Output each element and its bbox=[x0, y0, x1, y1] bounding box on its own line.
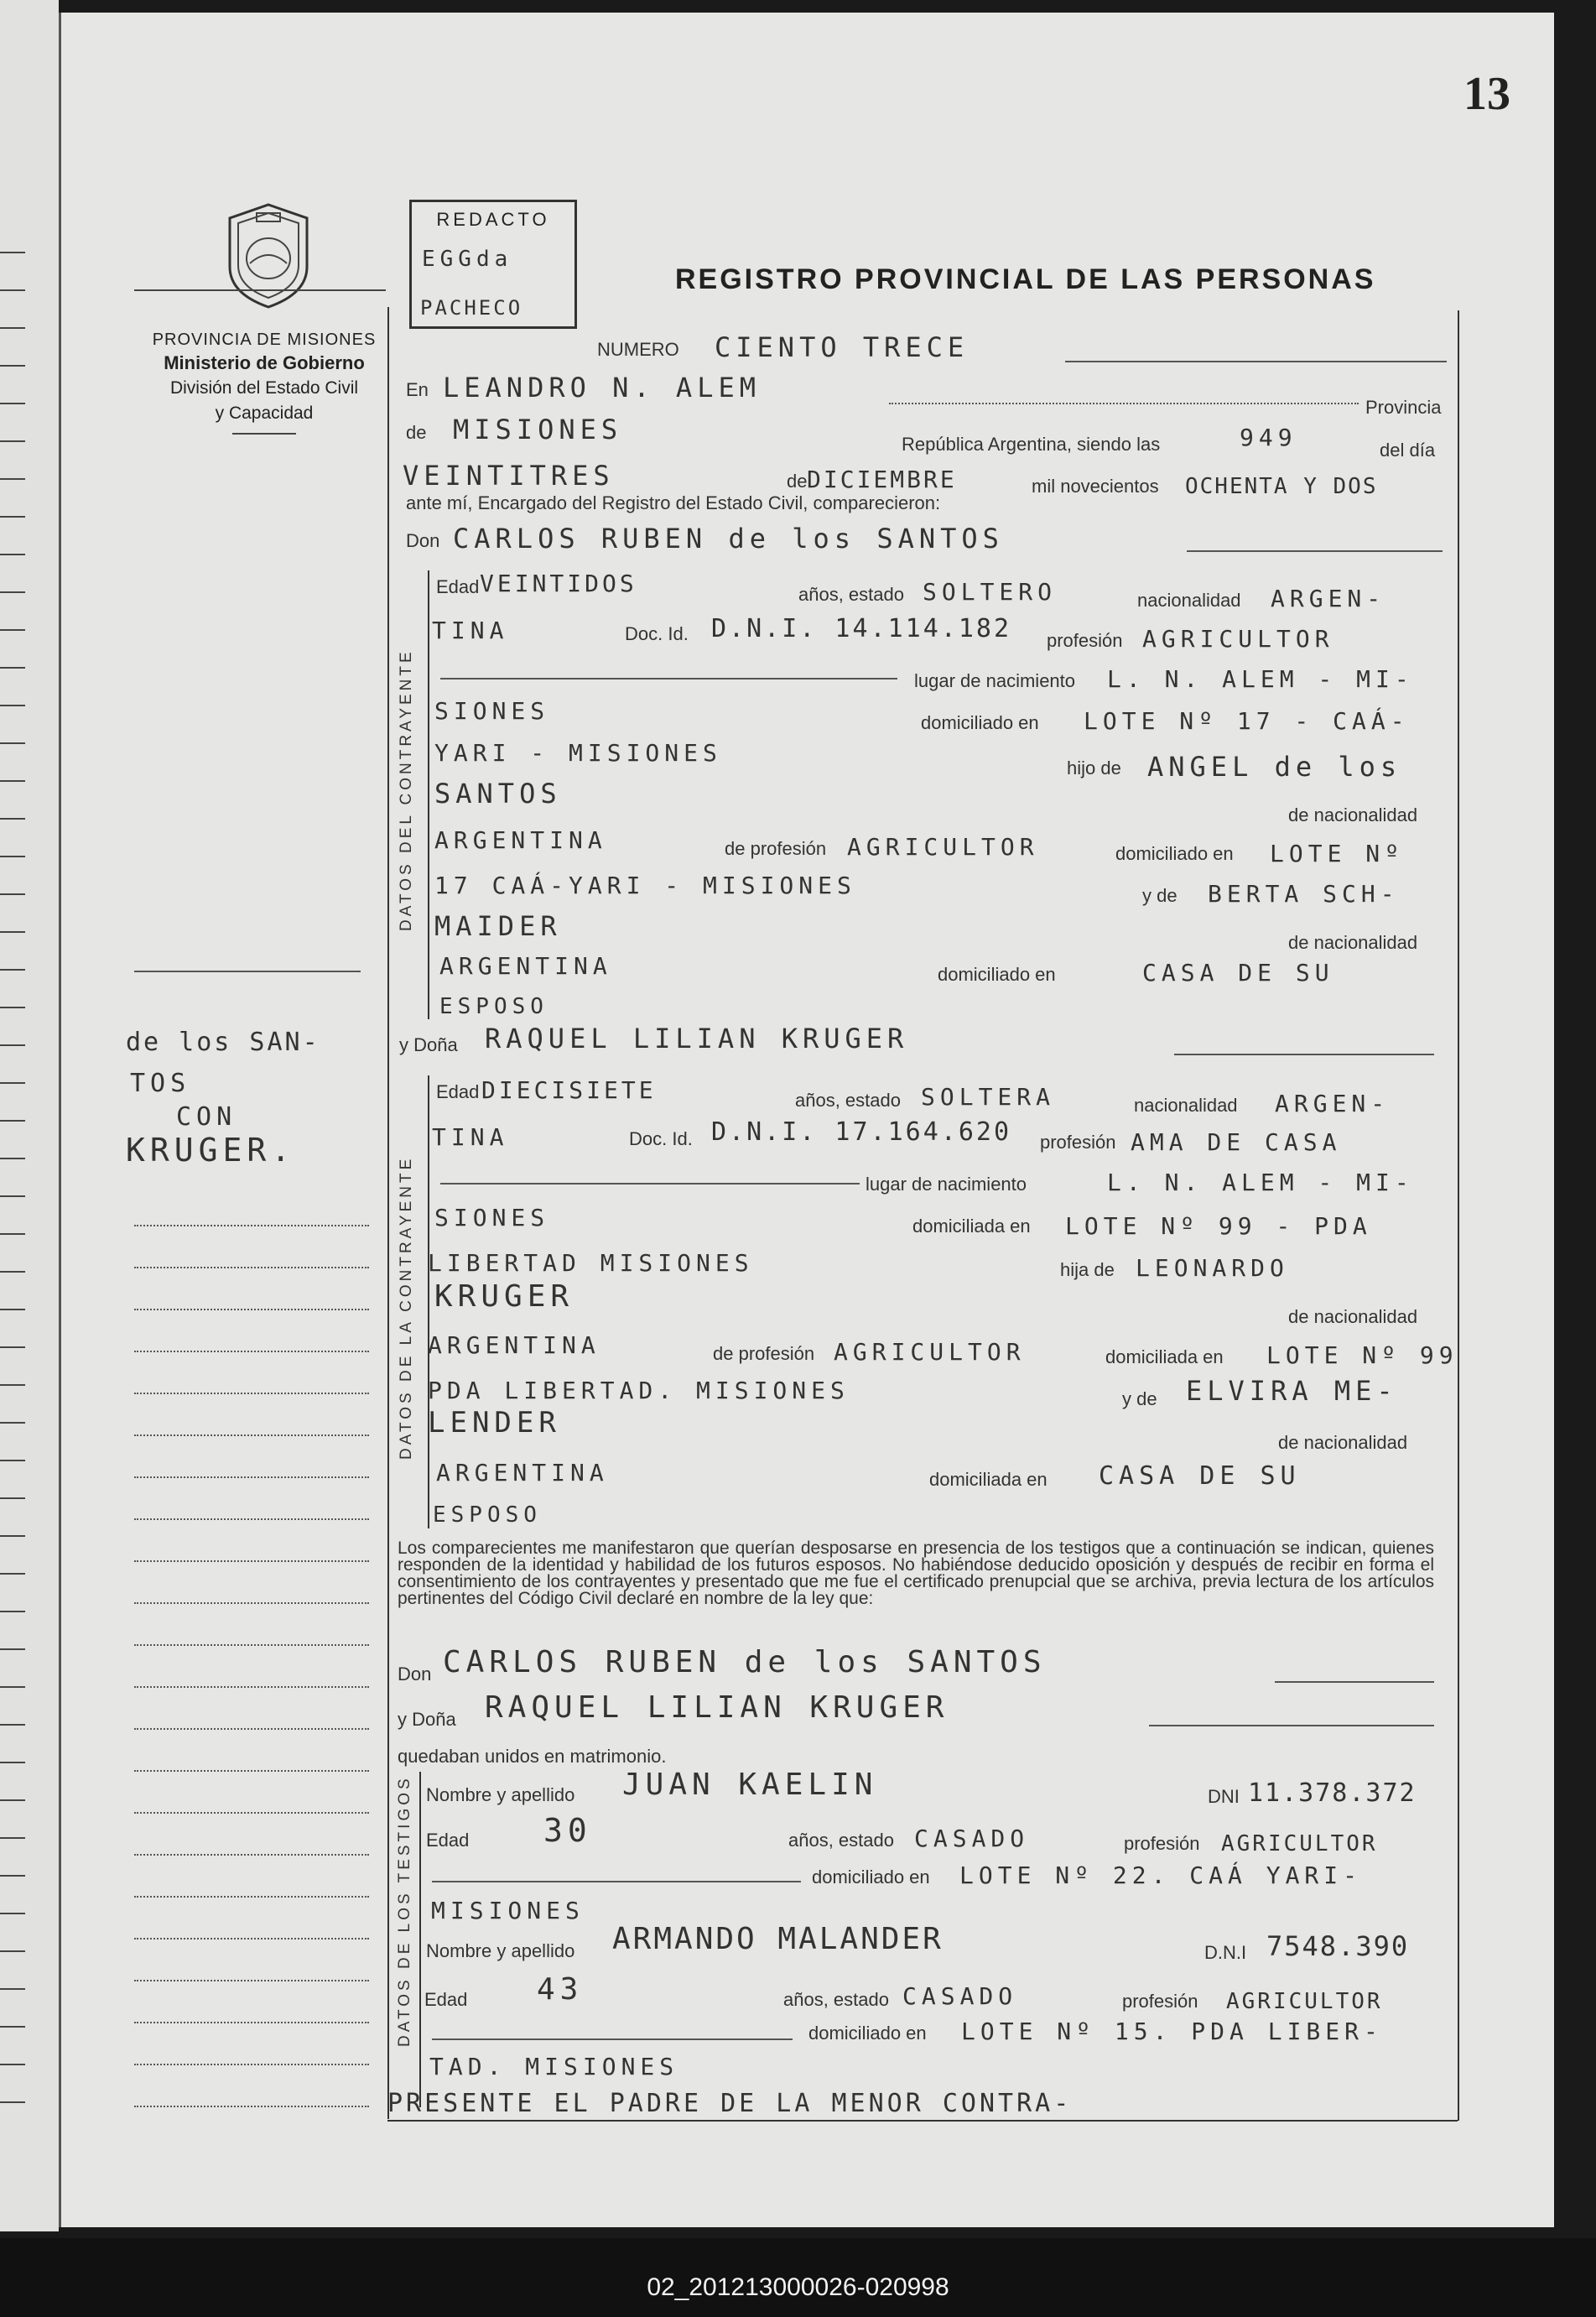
stamp-label: REDACTO bbox=[436, 209, 550, 230]
c2-padre-dom-label: domiciliada en bbox=[1105, 1346, 1224, 1367]
c2-y-de-label: y de bbox=[1122, 1388, 1157, 1409]
c2-hija-label: hija de bbox=[1060, 1259, 1115, 1280]
numero-line bbox=[1065, 361, 1447, 362]
c1-hijo-label: hijo de bbox=[1067, 758, 1121, 778]
decl-don-label: Don bbox=[398, 1664, 432, 1684]
c1-padre-dom-2: 17 CAÁ-YARI - MISIONES bbox=[434, 872, 856, 899]
c1-lugar-line bbox=[440, 678, 897, 679]
c2-madre-nac-label: de nacionalidad bbox=[1278, 1432, 1408, 1453]
t1-edad: 30 bbox=[543, 1812, 592, 1849]
ante-text: ante mí, Encargado del Registro del Estado Civil, comparecieron: bbox=[406, 492, 941, 513]
c2-madre-2: LENDER bbox=[428, 1406, 561, 1440]
de-mes-label: de bbox=[787, 471, 808, 492]
c1-estado: SOLTERO bbox=[923, 578, 1058, 606]
c1-name: CARLOS RUBEN de los SANTOS bbox=[453, 523, 1004, 555]
t1-edad-label: Edad bbox=[426, 1830, 470, 1851]
c1-profesion: AGRICULTOR bbox=[1142, 625, 1334, 653]
c1-dom-2: YARI - MISIONES bbox=[434, 739, 722, 767]
t1-dom-line bbox=[432, 1881, 801, 1882]
stamp-line-2: PACHECO bbox=[420, 296, 523, 320]
c1-edad-label: Edad bbox=[436, 576, 480, 597]
t1-prof-label: profesión bbox=[1124, 1833, 1200, 1854]
c2-name-line bbox=[1174, 1054, 1434, 1055]
left-column-divider bbox=[387, 307, 389, 2119]
hora-value: 949 bbox=[1240, 424, 1297, 451]
c2-padre-nac: ARGENTINA bbox=[428, 1331, 600, 1359]
c2-nacionalidad-1: ARGEN- bbox=[1275, 1090, 1391, 1117]
c2-edad: DIECISIETE bbox=[481, 1076, 657, 1104]
margin-note-line-1: de los SAN- bbox=[126, 1028, 320, 1057]
c1-padre-nac: ARGENTINA bbox=[434, 826, 607, 854]
page-number: 13 bbox=[1463, 68, 1510, 120]
c1-prof-label: profesión bbox=[1047, 630, 1123, 651]
c1-doc: D.N.I. 14.114.182 bbox=[711, 614, 1012, 643]
c2-madre-dom-2: ESPOSO bbox=[433, 1502, 542, 1528]
ministry-name: Ministerio de Gobierno bbox=[164, 352, 365, 373]
c1-madre-dom-label: domiciliado en bbox=[938, 964, 1056, 985]
c1-lugar-2: SIONES bbox=[434, 697, 550, 725]
margin-note-line-2: TOS bbox=[130, 1069, 191, 1098]
c1-lugar-1: L. N. ALEM - MI- bbox=[1107, 665, 1414, 693]
don-label: Don bbox=[406, 530, 440, 551]
t1-estado: CASADO bbox=[914, 1825, 1030, 1852]
t2-dom-1: LOTE Nº 15. PDA LIBER- bbox=[961, 2018, 1383, 2045]
right-frame-line bbox=[1458, 310, 1459, 2121]
c1-nacionalidad-2: TINA bbox=[432, 617, 509, 644]
c2-padre-dom-2: PDA LIBERTAD. MISIONES bbox=[428, 1377, 850, 1404]
t2-dni-label: D.N.I bbox=[1204, 1942, 1247, 1963]
c2-doc-label: Doc. Id. bbox=[629, 1128, 693, 1149]
t2-dni: 7548.390 bbox=[1266, 1930, 1410, 1962]
c1-padre-2: SANTOS bbox=[434, 778, 562, 810]
c2-de-prof-label: de profesión bbox=[713, 1343, 815, 1364]
t1-estado-label: años, estado bbox=[788, 1830, 894, 1851]
de-value: MISIONES bbox=[453, 414, 623, 445]
office-divider bbox=[232, 433, 296, 435]
t2-prof-label: profesión bbox=[1122, 1991, 1198, 2012]
c1-name-line bbox=[1187, 550, 1443, 552]
c1-edad: VEINTIDOS bbox=[480, 570, 637, 597]
c2-nacionalidad-2: TINA bbox=[432, 1123, 509, 1151]
t2-dom-2: TAD. MISIONES bbox=[429, 2053, 679, 2080]
en-dots bbox=[889, 403, 1359, 404]
t2-edad-label: Edad bbox=[424, 1989, 468, 2010]
margin-note bbox=[126, 1019, 377, 1169]
c1-padre-1: ANGEL de los bbox=[1147, 751, 1402, 783]
c2-edad-label: Edad bbox=[436, 1081, 480, 1102]
frame-top-left bbox=[134, 289, 386, 291]
margin-line-0 bbox=[134, 971, 361, 972]
c1-padre-dom-1: LOTE Nº bbox=[1270, 840, 1405, 867]
image-code: 02_201213000026-020998 bbox=[647, 2273, 949, 2301]
division-name: División del Estado Civil bbox=[169, 378, 359, 398]
decl-dona-label: y Doña bbox=[398, 1709, 456, 1730]
c2-dom-1: LOTE Nº 99 - PDA bbox=[1065, 1212, 1372, 1240]
c2-madre-dom-1: CASA DE SU bbox=[1099, 1461, 1301, 1491]
province-name: PROVINCIA DE MISIONES bbox=[152, 331, 377, 349]
c1-madre-dom-2: ESPOSO bbox=[439, 994, 548, 1019]
t1-profesion: AGRICULTOR bbox=[1221, 1831, 1378, 1856]
redacto-stamp bbox=[409, 200, 577, 329]
c1-madre-nac: ARGENTINA bbox=[439, 952, 612, 980]
margin-note-line-4: KRUGER. bbox=[126, 1132, 296, 1169]
declaration-text: Los comparecientes me manifestaron que querían desposarse en presencia de los testigos que a continuación se indican, quienes responden de la identidad y habilidad de los futuros esposos. No habiéndose deducido oposición y después de recibir en forma el consentimiento de los contrayentes y presentado que me fue el certificado prenupcial que se archiva, previa lectura de los artículos pertinentes del Código Civil declaré en nombre de la ley que: bbox=[398, 1539, 1434, 1608]
frame-bottom bbox=[387, 2120, 1458, 2122]
c2-lugar-line bbox=[440, 1183, 860, 1185]
de-label: de bbox=[406, 422, 427, 443]
c2-padre-1: LEONARDO bbox=[1136, 1254, 1289, 1282]
en-label: En bbox=[406, 379, 429, 400]
t1-dom-2: MISIONES bbox=[431, 1897, 585, 1924]
t1-dom-1: LOTE Nº 22. CAÁ YARI- bbox=[959, 1861, 1363, 1889]
c2-dom-2: LIBERTAD MISIONES bbox=[428, 1249, 754, 1277]
c2-padre-dom-1: LOTE Nº 99 bbox=[1266, 1341, 1458, 1369]
c1-lugar-label: lugar de nacimiento bbox=[914, 670, 1076, 691]
en-value: LEANDRO N. ALEM bbox=[443, 372, 761, 404]
t2-edad: 43 bbox=[537, 1972, 584, 2007]
c1-madre-dom-1: CASA DE SU bbox=[1142, 959, 1334, 987]
decl-don-name: CARLOS RUBEN de los SANTOS bbox=[443, 1645, 1047, 1679]
division-capacity: y Capacidad bbox=[215, 404, 314, 423]
c2-dom-label: domiciliada en bbox=[912, 1216, 1031, 1237]
stamp-line-1: EGGda bbox=[422, 247, 513, 272]
c2-de-nac-label: de nacionalidad bbox=[1288, 1306, 1418, 1327]
decl-don-line bbox=[1275, 1681, 1434, 1683]
t2-dom-label: domiciliado en bbox=[808, 2023, 927, 2044]
t1-nombre-label: Nombre y apellido bbox=[426, 1784, 575, 1805]
t1-nombre: JUAN KAELIN bbox=[622, 1768, 878, 1802]
mes-value: DICIEMBRE bbox=[807, 466, 957, 493]
dia-value: VEINTITRES bbox=[403, 460, 615, 492]
t1-dni-label: DNI bbox=[1208, 1786, 1240, 1807]
c1-de-nac-label: de nacionalidad bbox=[1288, 804, 1418, 825]
t2-dom-line bbox=[432, 2038, 793, 2040]
c2-section-box bbox=[428, 1075, 429, 1528]
c2-profesion: AMA DE CASA bbox=[1131, 1128, 1342, 1156]
del-dia-label: del día bbox=[1380, 440, 1436, 461]
c1-padre-prof: AGRICULTOR bbox=[847, 833, 1039, 861]
margin-note-line-3: CON bbox=[176, 1102, 237, 1132]
t2-nombre-label: Nombre y apellido bbox=[426, 1940, 575, 1961]
c2-nac-label: nacionalidad bbox=[1134, 1095, 1238, 1116]
decl-dona-name: RAQUEL LILIAN KRUGER bbox=[485, 1690, 949, 1725]
c1-de-prof-label: de profesión bbox=[725, 838, 827, 859]
c2-madre-nac: ARGENTINA bbox=[436, 1459, 609, 1487]
c1-padre-dom-label: domiciliado en bbox=[1115, 843, 1234, 864]
office-block bbox=[134, 329, 394, 435]
decl-closing: quedaban unidos en matrimonio. bbox=[398, 1746, 667, 1767]
numero-value: CIENTO TRECE bbox=[715, 331, 970, 363]
c1-estado-label: años, estado bbox=[798, 584, 904, 605]
c2-lugar-1: L. N. ALEM - MI- bbox=[1107, 1169, 1414, 1196]
c1-section-label: DATOS DEL CONTRAYENTE bbox=[398, 648, 415, 931]
mil-label: mil novecientos bbox=[1032, 476, 1159, 497]
c1-madre-1: BERTA SCH- bbox=[1208, 880, 1400, 908]
c2-name: RAQUEL LILIAN KRUGER bbox=[485, 1023, 909, 1054]
c2-madre-dom-label: domiciliada en bbox=[929, 1469, 1048, 1490]
c2-prof-label: profesión bbox=[1040, 1132, 1116, 1153]
y-dona-label: y Doña bbox=[399, 1034, 458, 1055]
c2-lugar-2: SIONES bbox=[434, 1204, 550, 1231]
c2-estado: SOLTERA bbox=[921, 1083, 1056, 1111]
c2-doc: D.N.I. 17.164.620 bbox=[711, 1117, 1012, 1147]
c2-padre-prof: AGRICULTOR bbox=[834, 1338, 1026, 1366]
t2-estado-label: años, estado bbox=[783, 1989, 889, 2010]
c1-y-de-label: y de bbox=[1142, 885, 1178, 906]
c1-section-box bbox=[428, 570, 429, 1019]
decl-dona-line bbox=[1149, 1725, 1434, 1726]
c1-doc-label: Doc. Id. bbox=[625, 623, 689, 644]
c2-estado-label: años, estado bbox=[795, 1090, 901, 1111]
c1-nacionalidad-1: ARGEN- bbox=[1271, 585, 1386, 612]
anio-value: OCHENTA Y DOS bbox=[1185, 474, 1378, 499]
testigos-section-box bbox=[419, 1772, 421, 2107]
registry-title: REGISTRO PROVINCIAL DE LAS PERSONAS bbox=[675, 263, 1376, 295]
left-page-edge bbox=[0, 0, 59, 2231]
provincia-label: Provincia bbox=[1365, 397, 1442, 418]
c2-madre-1: ELVIRA ME- bbox=[1186, 1375, 1398, 1407]
c2-lugar-label: lugar de nacimiento bbox=[866, 1174, 1027, 1195]
t1-dni: 11.378.372 bbox=[1248, 1778, 1417, 1808]
c1-madre-nac-label: de nacionalidad bbox=[1288, 932, 1418, 953]
numero-label: NUMERO bbox=[597, 339, 679, 360]
t1-dom-label: domiciliado en bbox=[812, 1867, 930, 1887]
t2-profesion: AGRICULTOR bbox=[1226, 1989, 1383, 2014]
c1-dom-1: LOTE Nº 17 - CAÁ- bbox=[1084, 707, 1410, 735]
c1-madre-2: MAIDER bbox=[434, 910, 562, 942]
republica-label: República Argentina, siendo las bbox=[902, 434, 1161, 455]
t2-estado: CASADO bbox=[902, 1982, 1018, 2010]
c2-section-label: DATOS DE LA CONTRAYENTE bbox=[398, 1155, 415, 1460]
c1-dom-label: domiciliado en bbox=[921, 712, 1039, 733]
c2-padre-2: KRUGER bbox=[434, 1279, 574, 1314]
testigos-section-label: DATOS DE LOS TESTIGOS bbox=[396, 1775, 413, 2047]
c1-nac-label: nacionalidad bbox=[1137, 590, 1241, 611]
provincial-seal-icon bbox=[220, 200, 317, 310]
final-note: PRESENTE EL PADRE DE LA MENOR CONTRA- bbox=[387, 2089, 1073, 2118]
t2-nombre: ARMANDO MALANDER bbox=[612, 1922, 944, 1956]
